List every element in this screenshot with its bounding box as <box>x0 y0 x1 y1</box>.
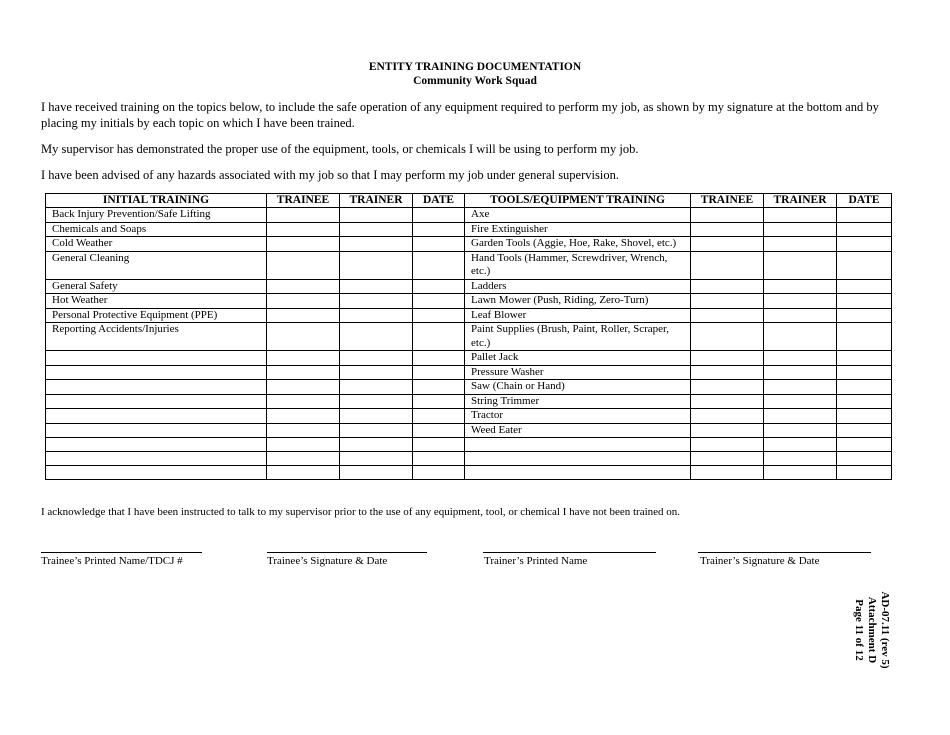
initial-trainee-initials-cell[interactable] <box>267 394 340 409</box>
initial-trainee-initials-cell[interactable] <box>267 237 340 252</box>
initial-date-cell[interactable] <box>413 380 465 395</box>
initial-training-topic: Personal Protective Equipment (PPE) <box>46 308 267 323</box>
initial-trainer-initials-cell[interactable] <box>340 251 413 279</box>
initial-trainee-initials-cell[interactable] <box>267 308 340 323</box>
initial-training-topic <box>46 380 267 395</box>
tools-trainee-initials-cell[interactable] <box>691 466 764 480</box>
initial-training-topic <box>46 394 267 409</box>
tools-equipment-topic: Leaf Blower <box>465 308 691 323</box>
trainer-signature-label: Trainer’s Signature & Date <box>700 555 820 567</box>
table-row <box>46 394 892 409</box>
initial-trainer-initials-cell[interactable] <box>340 438 413 452</box>
initial-date-cell[interactable] <box>413 438 465 452</box>
initial-date-cell[interactable] <box>413 308 465 323</box>
tools-date-cell[interactable] <box>837 438 892 452</box>
initial-date-cell[interactable] <box>413 237 465 252</box>
tools-trainer-initials-cell[interactable] <box>764 452 837 466</box>
trainee-signature-label: Trainee’s Signature & Date <box>267 555 388 567</box>
initial-trainer-initials-cell[interactable] <box>340 323 413 351</box>
table-row <box>46 237 892 252</box>
table-row <box>46 466 892 480</box>
tools-equipment-topic: Garden Tools (Aggie, Hoe, Rake, Shovel, etc.) <box>465 237 691 252</box>
document-title: ENTITY TRAINING DOCUMENTATION <box>368 61 582 73</box>
tools-trainer-initials-cell[interactable] <box>764 294 837 309</box>
table-row <box>46 452 892 466</box>
table-row <box>46 323 892 351</box>
initial-training-topic <box>46 423 267 438</box>
tools-date-cell[interactable] <box>837 208 892 223</box>
tools-date-cell[interactable] <box>837 237 892 252</box>
initial-trainer-initials-cell[interactable] <box>340 294 413 309</box>
tools-date-cell[interactable] <box>837 466 892 480</box>
table-row <box>46 251 892 279</box>
form-number: AD-07.11 (rev 5) <box>879 591 891 669</box>
tools-equipment-topic: Tractor <box>465 409 691 424</box>
initial-training-topic <box>46 452 267 466</box>
initial-training-topic: General Cleaning <box>46 251 267 279</box>
header-initial-training: INITIAL TRAINING <box>46 194 267 208</box>
initial-training-topic: Back Injury Prevention/Safe Lifting <box>46 208 267 223</box>
header-trainer-2: TRAINER <box>764 194 837 208</box>
trainee-printed-name-label: Trainee’s Printed Name/TDCJ # <box>41 555 183 567</box>
initial-trainer-initials-cell[interactable] <box>340 222 413 237</box>
tools-trainer-initials-cell[interactable] <box>764 208 837 223</box>
initial-trainer-initials-cell[interactable] <box>340 466 413 480</box>
tools-equipment-topic <box>465 438 691 452</box>
initial-trainer-initials-cell[interactable] <box>340 208 413 223</box>
tools-equipment-topic: Weed Eater <box>465 423 691 438</box>
initial-date-cell[interactable] <box>413 279 465 294</box>
initial-date-cell[interactable] <box>413 294 465 309</box>
trainee-signature-line[interactable] <box>267 552 427 553</box>
tools-trainee-initials-cell[interactable] <box>691 251 764 279</box>
tools-date-cell[interactable] <box>837 351 892 366</box>
initial-trainer-initials-cell[interactable] <box>340 409 413 424</box>
tools-trainee-initials-cell[interactable] <box>691 323 764 351</box>
initial-date-cell[interactable] <box>413 423 465 438</box>
tools-trainee-initials-cell[interactable] <box>691 208 764 223</box>
table-row <box>46 222 892 237</box>
header-trainer: TRAINER <box>340 194 413 208</box>
training-table <box>45 193 892 480</box>
acknowledgement-text: I acknowledge that I have been instructed to talk to my supervisor prior to the use of any equipment, tool, or chemical I have not been trained on. <box>41 506 681 518</box>
tools-trainee-initials-cell[interactable] <box>691 409 764 424</box>
header-trainee: TRAINEE <box>267 194 340 208</box>
initial-trainer-initials-cell[interactable] <box>340 394 413 409</box>
initial-date-cell[interactable] <box>413 409 465 424</box>
tools-trainee-initials-cell[interactable] <box>691 308 764 323</box>
tools-date-cell[interactable] <box>837 279 892 294</box>
initial-trainer-initials-cell[interactable] <box>340 423 413 438</box>
table-header-row <box>46 194 892 208</box>
hazards-statement: I have been advised of any hazards associated with my job so that I may perform my job under general supervision. <box>41 168 619 182</box>
initial-date-cell[interactable] <box>413 394 465 409</box>
tools-equipment-topic: Hand Tools (Hammer, Screwdriver, Wrench, etc.) <box>465 251 691 279</box>
table-row <box>46 423 892 438</box>
document-footer <box>852 580 891 680</box>
trainer-signature-line[interactable] <box>698 552 871 553</box>
tools-date-cell[interactable] <box>837 222 892 237</box>
tools-equipment-topic: Axe <box>465 208 691 223</box>
initial-trainee-initials-cell[interactable] <box>267 452 340 466</box>
tools-trainee-initials-cell[interactable] <box>691 351 764 366</box>
initial-training-topic: Hot Weather <box>46 294 267 309</box>
initial-trainer-initials-cell[interactable] <box>340 237 413 252</box>
initial-trainee-initials-cell[interactable] <box>267 380 340 395</box>
table-row <box>46 409 892 424</box>
tools-equipment-topic: Fire Extinguisher <box>465 222 691 237</box>
tools-trainee-initials-cell[interactable] <box>691 237 764 252</box>
initial-training-topic <box>46 409 267 424</box>
initial-date-cell[interactable] <box>413 466 465 480</box>
initial-date-cell[interactable] <box>413 222 465 237</box>
trainee-printed-name-line[interactable] <box>41 552 202 553</box>
initial-training-topic <box>46 351 267 366</box>
initial-trainee-initials-cell[interactable] <box>267 294 340 309</box>
attachment-label: Attachment D <box>866 596 878 664</box>
initial-date-cell[interactable] <box>413 323 465 351</box>
tools-trainee-initials-cell[interactable] <box>691 452 764 466</box>
tools-equipment-topic <box>465 452 691 466</box>
initial-date-cell[interactable] <box>413 365 465 380</box>
initial-trainee-initials-cell[interactable] <box>267 222 340 237</box>
initial-training-topic: Chemicals and Soaps <box>46 222 267 237</box>
initial-trainee-initials-cell[interactable] <box>267 423 340 438</box>
tools-trainee-initials-cell[interactable] <box>691 380 764 395</box>
table-row <box>46 208 892 223</box>
tools-equipment-topic <box>465 466 691 480</box>
tools-trainer-initials-cell[interactable] <box>764 438 837 452</box>
initial-trainee-initials-cell[interactable] <box>267 438 340 452</box>
tools-equipment-topic: Pallet Jack <box>465 351 691 366</box>
tools-equipment-topic: String Trimmer <box>465 394 691 409</box>
initial-training-topic: Cold Weather <box>46 237 267 252</box>
tools-trainee-initials-cell[interactable] <box>691 394 764 409</box>
tools-date-cell[interactable] <box>837 365 892 380</box>
initial-trainee-initials-cell[interactable] <box>267 365 340 380</box>
initial-date-cell[interactable] <box>413 251 465 279</box>
tools-equipment-topic: Paint Supplies (Brush, Paint, Roller, Scraper, etc.) <box>465 323 691 351</box>
initial-trainer-initials-cell[interactable] <box>340 365 413 380</box>
header-date: DATE <box>413 194 465 208</box>
table-row <box>46 365 892 380</box>
table-row <box>46 294 892 309</box>
tools-equipment-topic: Pressure Washer <box>465 365 691 380</box>
tools-date-cell[interactable] <box>837 409 892 424</box>
initial-trainee-initials-cell[interactable] <box>267 251 340 279</box>
initial-trainee-initials-cell[interactable] <box>267 466 340 480</box>
initial-trainer-initials-cell[interactable] <box>340 380 413 395</box>
tools-date-cell[interactable] <box>837 294 892 309</box>
initial-trainer-initials-cell[interactable] <box>340 279 413 294</box>
initial-training-topic: Reporting Accidents/Injuries <box>46 323 267 351</box>
tools-trainer-initials-cell[interactable] <box>764 222 837 237</box>
tools-trainer-initials-cell[interactable] <box>764 423 837 438</box>
tools-trainer-initials-cell[interactable] <box>764 365 837 380</box>
table-row <box>46 351 892 366</box>
tools-date-cell[interactable] <box>837 394 892 409</box>
tools-date-cell[interactable] <box>837 251 892 279</box>
initial-trainer-initials-cell[interactable] <box>340 351 413 366</box>
tools-date-cell[interactable] <box>837 323 892 351</box>
initial-trainee-initials-cell[interactable] <box>267 351 340 366</box>
initial-training-topic: General Safety <box>46 279 267 294</box>
header-date-2: DATE <box>837 194 892 208</box>
table-row <box>46 380 892 395</box>
tools-equipment-topic: Lawn Mower (Push, Riding, Zero-Turn) <box>465 294 691 309</box>
tools-trainer-initials-cell[interactable] <box>764 466 837 480</box>
tools-trainee-initials-cell[interactable] <box>691 438 764 452</box>
header-tools-equipment-training: TOOLS/EQUIPMENT TRAINING <box>465 194 691 208</box>
table-row <box>46 279 892 294</box>
initial-trainee-initials-cell[interactable] <box>267 409 340 424</box>
initial-trainer-initials-cell[interactable] <box>340 308 413 323</box>
initial-training-topic <box>46 365 267 380</box>
tools-date-cell[interactable] <box>837 452 892 466</box>
tools-trainer-initials-cell[interactable] <box>764 237 837 252</box>
tools-date-cell[interactable] <box>837 380 892 395</box>
tools-equipment-topic: Ladders <box>465 279 691 294</box>
initial-trainee-initials-cell[interactable] <box>267 279 340 294</box>
initial-date-cell[interactable] <box>413 452 465 466</box>
initial-date-cell[interactable] <box>413 208 465 223</box>
supervisor-statement: My supervisor has demonstrated the proper use of the equipment, tools, or chemicals I will be using to perform my job. <box>41 142 639 156</box>
initial-trainer-initials-cell[interactable] <box>340 452 413 466</box>
tools-trainer-initials-cell[interactable] <box>764 351 837 366</box>
tools-trainer-initials-cell[interactable] <box>764 279 837 294</box>
trainer-printed-name-label: Trainer’s Printed Name <box>484 555 588 567</box>
tools-trainee-initials-cell[interactable] <box>691 294 764 309</box>
tools-trainee-initials-cell[interactable] <box>691 279 764 294</box>
tools-trainee-initials-cell[interactable] <box>691 222 764 237</box>
tools-date-cell[interactable] <box>837 423 892 438</box>
training-statement: I have received training on the topics below, to include the safe operation of any equipment required to perform my job, as shown by my signature at the bottom and by placing my initials by each topic on which I have been trained. <box>41 100 879 130</box>
initial-trainee-initials-cell[interactable] <box>267 323 340 351</box>
page-number: Page 11 of 12 <box>853 599 865 661</box>
trainer-printed-name-line[interactable] <box>483 552 656 553</box>
tools-trainer-initials-cell[interactable] <box>764 394 837 409</box>
tools-trainer-initials-cell[interactable] <box>764 308 837 323</box>
tools-trainee-initials-cell[interactable] <box>691 423 764 438</box>
tools-date-cell[interactable] <box>837 308 892 323</box>
initial-training-topic <box>46 438 267 452</box>
initial-training-topic <box>46 466 267 480</box>
table-row <box>46 308 892 323</box>
tools-trainee-initials-cell[interactable] <box>691 365 764 380</box>
tools-trainer-initials-cell[interactable] <box>764 323 837 351</box>
initial-date-cell[interactable] <box>413 351 465 366</box>
header-trainee-2: TRAINEE <box>691 194 764 208</box>
initial-trainee-initials-cell[interactable] <box>267 208 340 223</box>
table-row <box>46 438 892 452</box>
tools-trainer-initials-cell[interactable] <box>764 409 837 424</box>
tools-trainer-initials-cell[interactable] <box>764 380 837 395</box>
tools-equipment-topic: Saw (Chain or Hand) <box>465 380 691 395</box>
document-subtitle: Community Work Squad <box>413 75 537 87</box>
tools-trainer-initials-cell[interactable] <box>764 251 837 279</box>
